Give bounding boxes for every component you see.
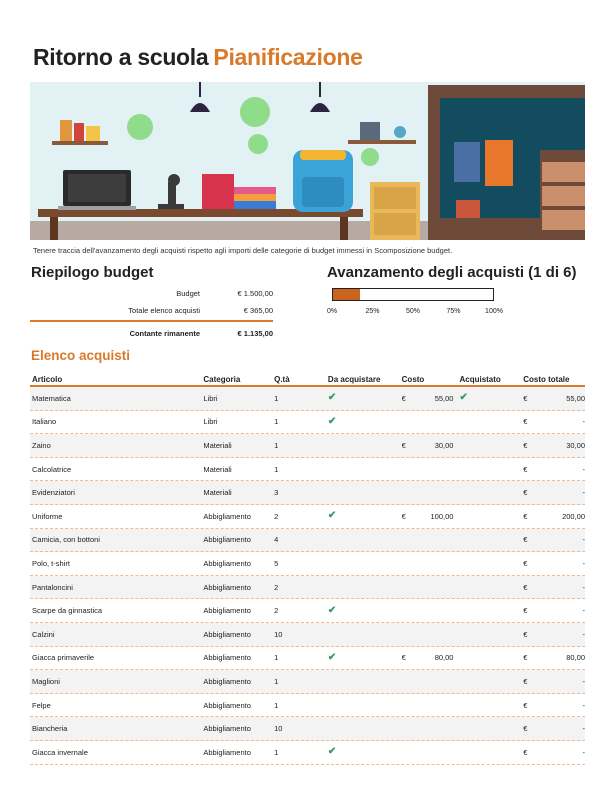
cell-cost	[402, 394, 458, 403]
remaining-value: € 1.135,00	[237, 329, 273, 338]
currency-symbol: €	[523, 440, 528, 450]
progress-tick-label: 25%	[365, 308, 380, 315]
cell-qty: 1	[274, 676, 279, 686]
cell-item: Giacca invernale	[32, 747, 88, 757]
currency-symbol: €	[523, 558, 528, 568]
cell-total	[523, 465, 585, 474]
cell-total	[523, 606, 585, 615]
table-header	[30, 372, 585, 387]
total-value: -	[582, 417, 586, 427]
summary-row-budget	[30, 285, 273, 302]
cost-value: 80,00	[434, 653, 454, 663]
cell-category: Abbigliamento	[203, 724, 251, 734]
summary-label: Totale elenco acquisti	[128, 306, 200, 315]
cell-item: Felpe	[32, 700, 51, 710]
check-icon: ✔	[327, 416, 337, 427]
cell-total	[523, 748, 585, 757]
cell-to-buy[interactable]	[327, 417, 402, 427]
cell-qty: 1	[274, 417, 279, 427]
cell-category: Abbigliamento	[203, 606, 251, 616]
col-header-qty: Q.tà	[274, 375, 290, 384]
cell-total	[523, 677, 585, 686]
check-icon: ✔	[327, 393, 337, 404]
total-value: -	[582, 464, 586, 474]
cell-item: Scarpe da ginnastica	[32, 606, 103, 616]
cell-qty: 10	[274, 724, 283, 734]
cell-total	[523, 417, 585, 426]
currency-symbol: €	[523, 582, 528, 592]
cell-cost	[402, 512, 458, 521]
check-icon: ✔	[327, 652, 337, 663]
table-row	[30, 434, 585, 458]
table-row	[30, 694, 585, 718]
total-value: -	[582, 724, 586, 734]
cell-qty: 10	[274, 629, 283, 639]
cell-qty: 2	[274, 582, 279, 592]
cell-item: Uniforme	[32, 511, 63, 521]
currency-symbol: €	[401, 440, 406, 450]
cell-item: Biancheria	[32, 724, 68, 734]
cell-item: Italiano	[32, 417, 57, 427]
table-row	[30, 458, 585, 482]
cell-item: Zaino	[32, 440, 51, 450]
cell-qty: 1	[274, 393, 279, 403]
progress-heading: Avanzamento degli acquisti (1 di 6)	[327, 264, 577, 281]
cell-item: Pantaloncini	[32, 582, 73, 592]
cell-category: Abbigliamento	[203, 700, 251, 710]
cell-category: Abbigliamento	[203, 747, 251, 757]
table-row	[30, 505, 585, 529]
cell-to-buy[interactable]	[327, 653, 402, 663]
col-header-to-buy: Da acquistare	[327, 375, 381, 384]
cell-qty: 4	[274, 535, 279, 545]
cell-qty: 1	[274, 464, 279, 474]
currency-symbol: €	[523, 535, 528, 545]
progress-fill	[333, 289, 360, 300]
cell-qty: 5	[274, 558, 279, 568]
check-icon: ✔	[327, 511, 337, 522]
cell-cost	[402, 441, 458, 450]
cell-total	[523, 724, 585, 733]
cell-qty: 3	[274, 488, 279, 498]
cost-value: 55,00	[434, 393, 454, 403]
total-value: -	[582, 700, 586, 710]
total-value: -	[582, 629, 586, 639]
cell-category: Materiali	[203, 464, 232, 474]
summary-value: € 365,00	[243, 306, 273, 315]
col-header-cost: Costo	[401, 375, 425, 384]
summary-row-total	[30, 302, 273, 319]
cell-total	[523, 394, 585, 403]
progress-tick-label: 100%	[485, 308, 503, 315]
cell-bought[interactable]	[457, 393, 523, 403]
total-value: 80,00	[566, 653, 586, 663]
currency-symbol: €	[523, 747, 528, 757]
cell-item: Polo, t-shirt	[32, 558, 70, 568]
cell-category: Libri	[203, 393, 218, 403]
cell-qty: 1	[274, 747, 279, 757]
check-icon: ✔	[327, 747, 337, 758]
table-row	[30, 411, 585, 435]
table-row	[30, 552, 585, 576]
table-row	[30, 647, 585, 671]
currency-symbol: €	[523, 488, 528, 498]
total-value: -	[582, 558, 586, 568]
cell-category: Abbigliamento	[203, 653, 251, 663]
progress-ticks	[326, 308, 503, 318]
cell-item: Calcolatrice	[32, 464, 72, 474]
list-heading: Elenco acquisti	[31, 348, 131, 363]
cell-to-buy[interactable]	[327, 393, 402, 403]
cell-item: Matematica	[32, 393, 71, 403]
cell-total	[523, 535, 585, 544]
table-row	[30, 741, 585, 765]
cell-item: Camicia, con bottoni	[32, 535, 100, 545]
cell-item: Evidenziatori	[32, 488, 75, 498]
col-header-total: Costo totale	[523, 375, 570, 384]
cell-category: Abbigliamento	[203, 558, 251, 568]
table-row	[30, 599, 585, 623]
cell-cost	[402, 653, 458, 662]
cell-total	[523, 488, 585, 497]
summary-label: Budget	[176, 289, 200, 298]
page-title	[33, 44, 363, 71]
cell-qty: 1	[274, 653, 279, 663]
currency-symbol: €	[523, 676, 528, 686]
title-accent: Pianificazione	[213, 44, 363, 70]
total-value: -	[582, 488, 586, 498]
cell-category: Abbigliamento	[203, 511, 251, 521]
progress-tick-label: 75%	[446, 308, 461, 315]
progress-tick-label: 0%	[326, 308, 338, 315]
cell-category: Materiali	[203, 440, 232, 450]
currency-symbol: €	[401, 511, 406, 521]
cell-to-buy[interactable]	[327, 606, 402, 616]
table-row	[30, 481, 585, 505]
check-icon: ✔	[459, 393, 468, 404]
table-row	[30, 576, 585, 600]
col-header-bought: Acquistato	[459, 375, 501, 384]
progress-tick-label: 50%	[405, 308, 421, 315]
cell-qty: 1	[274, 700, 279, 710]
cell-to-buy[interactable]	[327, 747, 402, 757]
summary-value: € 1.500,00	[237, 289, 273, 298]
title-main: Ritorno a scuola	[33, 44, 209, 70]
currency-symbol: €	[401, 653, 406, 663]
currency-symbol: €	[523, 511, 528, 521]
total-value: -	[582, 676, 586, 686]
cell-total	[523, 701, 585, 710]
cost-value: 30,00	[434, 440, 454, 450]
currency-symbol: €	[523, 393, 528, 403]
summary-divider	[30, 320, 273, 322]
description: Tenere traccia dell'avanzamento degli acquisti rispetto agli importi delle categorie di budget immessi in Scomposizione budget.	[33, 246, 453, 255]
total-value: 200,00	[562, 511, 586, 521]
cell-qty: 2	[274, 606, 279, 616]
table-row	[30, 670, 585, 694]
table-row	[30, 623, 585, 647]
currency-symbol: €	[523, 724, 528, 734]
total-value: 55,00	[566, 393, 586, 403]
banner-illustration	[30, 82, 585, 240]
cell-item: Maglioni	[32, 676, 60, 686]
cell-category: Abbigliamento	[203, 629, 251, 639]
summary-heading: Riepilogo budget	[31, 264, 154, 281]
total-value: -	[582, 535, 586, 545]
total-value: -	[582, 606, 586, 616]
currency-symbol: €	[523, 629, 528, 639]
cell-total	[523, 441, 585, 450]
table-row	[30, 529, 585, 553]
purchase-table	[30, 372, 585, 765]
progress-bar	[332, 288, 494, 301]
cell-qty: 2	[274, 511, 279, 521]
currency-symbol: €	[523, 653, 528, 663]
currency-symbol: €	[523, 417, 528, 427]
cell-qty: 1	[274, 440, 279, 450]
col-header-item: Articolo	[32, 375, 63, 384]
col-header-category: Categoria	[203, 375, 241, 384]
table-row	[30, 387, 585, 411]
currency-symbol: €	[523, 700, 528, 710]
total-value: -	[582, 747, 586, 757]
budget-summary	[30, 285, 273, 342]
currency-symbol: €	[401, 393, 406, 403]
cell-category: Libri	[203, 417, 218, 427]
remaining-label: Contante rimanente	[129, 329, 200, 338]
cell-total	[523, 630, 585, 639]
cell-category: Abbigliamento	[203, 582, 251, 592]
cell-item: Calzini	[32, 629, 55, 639]
cell-total	[523, 583, 585, 592]
cost-value: 100,00	[430, 511, 454, 521]
total-value: -	[582, 582, 586, 592]
cell-total	[523, 653, 585, 662]
total-value: 30,00	[566, 440, 586, 450]
cell-to-buy[interactable]	[327, 511, 402, 521]
table-body	[30, 387, 585, 765]
cell-total	[523, 512, 585, 521]
cell-item: Giacca primaverile	[32, 653, 95, 663]
currency-symbol: €	[523, 606, 528, 616]
cell-category: Abbigliamento	[203, 676, 251, 686]
check-icon: ✔	[327, 605, 337, 616]
summary-row-remaining	[30, 325, 273, 342]
cell-total	[523, 559, 585, 568]
table-row	[30, 717, 585, 741]
currency-symbol: €	[523, 464, 528, 474]
cell-category: Abbigliamento	[203, 535, 251, 545]
cell-category: Materiali	[203, 488, 232, 498]
